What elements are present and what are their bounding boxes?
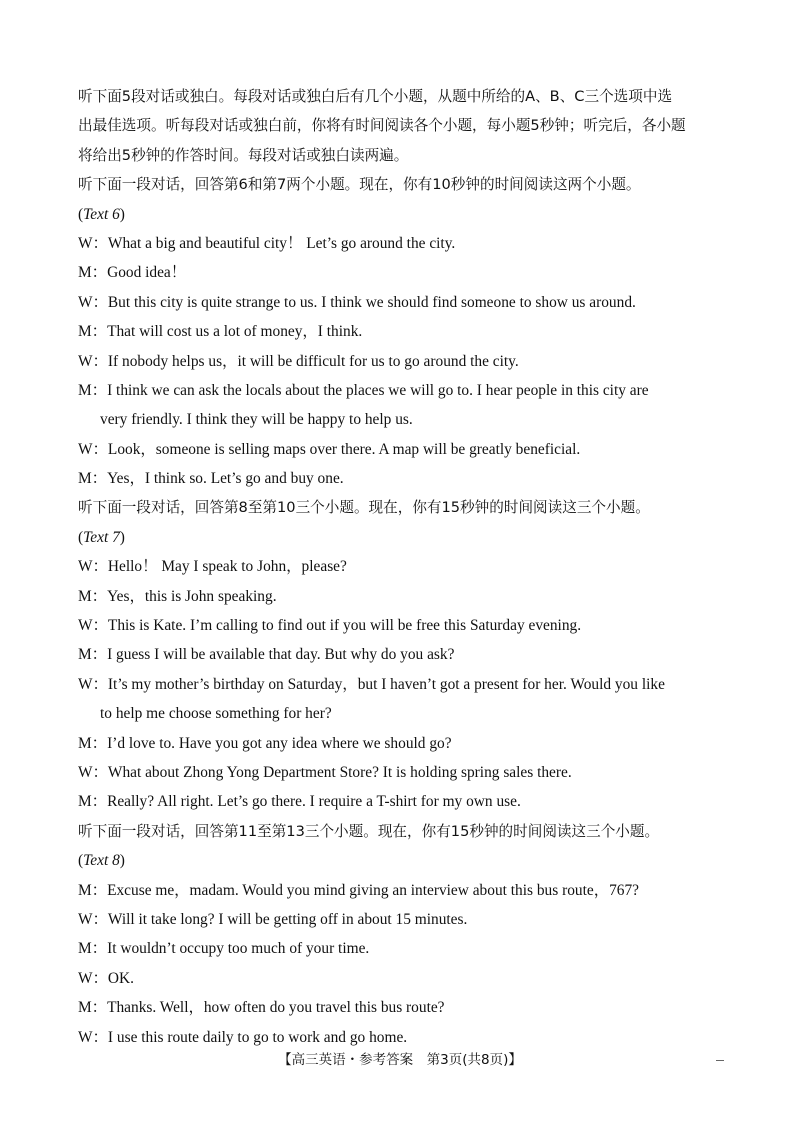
document-body [78, 82, 730, 1052]
dialogue-line: W：It’s my mother’s birthday on Saturday，but I haven’t got a present for her. Would you like [78, 675, 665, 693]
dialogue-line: M：Yes，this is John speaking. [78, 587, 277, 605]
page-footer: 【高三英语・参考答案 第3页(共8页)】 [278, 1052, 522, 1068]
dialogue-line: W：I use this route daily to go to work and go home. [78, 1028, 408, 1046]
dialogue-line: M：Really? All right. Let’s go there. I require a T-shirt for my own use. [78, 793, 521, 811]
dialogue-line: M：I’d love to. Have you got any idea where we should go? [78, 734, 452, 752]
dialogue-line: M：Thanks. Well，how often do you travel this bus route? [78, 999, 445, 1017]
dialogue-line: M：I think we can ask the locals about the places we will go to. I hear people in this city are [78, 381, 649, 399]
section-intro: 听下面一段对话，回答第8至第10三个小题。现在，你有15秒钟的时间阅读这三个小题。 [78, 499, 650, 517]
text-label-name: Text 8 [83, 852, 120, 870]
dialogue-line: M：Yes，I think so. Let’s go and buy one. [78, 470, 344, 488]
text-label: (Text 7) [78, 528, 125, 546]
instructions-line: 将给出5秒钟的作答时间。每段对话或独白读两遍。 [78, 146, 409, 164]
dialogue-sections [78, 170, 730, 1052]
dialogue-line: M：Good idea！ [78, 264, 187, 282]
dialogue-line: M：Excuse me，madam. Would you mind giving an interview about this bus route，767? [78, 881, 640, 899]
corner-mark [716, 1060, 724, 1061]
dialogue-line: W：Hello！ May I speak to John，please? [78, 558, 347, 576]
text-label-name: Text 7 [83, 528, 120, 546]
instructions-line: 听下面5段对话或独白。每段对话或独白后有几个小题，从题中所给的A、B、C三个选项中选 [78, 88, 673, 105]
dialogue-line: W：What a big and beautiful city！ Let’s go around the city. [78, 234, 456, 252]
section-intro: 听下面一段对话，回答第11至第13三个小题。现在，你有15秒钟的时间阅读这三个小题。 [78, 822, 660, 840]
dialogue-line: W：OK. [78, 969, 134, 987]
dialogue-line: M：That will cost us a lot of money，I think. [78, 323, 363, 341]
dialogue-line: W：Will it take long? I will be getting off in about 15 minutes. [78, 910, 468, 928]
dialogue-line-continuation: to help me choose something for her? [100, 705, 332, 723]
dialogue-line: W：What about Zhong Yong Department Store? It is holding spring sales there. [78, 763, 572, 781]
dialogue-line-continuation: very friendly. I think they will be happy to help us. [100, 411, 413, 429]
dialogue-line: M：I guess I will be available that day. But why do you ask? [78, 646, 455, 664]
dialogue-line: W：If nobody helps us，it will be difficult for us to go around the city. [78, 352, 519, 370]
dialogue-line: W：But this city is quite strange to us. I think we should find someone to show us around. [78, 293, 636, 311]
section-intro: 听下面一段对话，回答第6和第7两个小题。现在，你有10秒钟的时间阅读这两个小题。 [78, 176, 641, 194]
dialogue-line: M：It wouldn’t occupy too much of your time. [78, 940, 370, 958]
text-label: (Text 6) [78, 205, 125, 223]
text-label: (Text 8) [78, 852, 125, 870]
instructions-line: 出最佳选项。听每段对话或独白前，你将有时间阅读各个小题，每小题5秒钟；听完后，各小题 [78, 117, 686, 135]
dialogue-line: W：This is Kate. I’m calling to find out if you will be free this Saturday evening. [78, 617, 582, 635]
dialogue-line: W：Look，someone is selling maps over there. A map will be greatly beneficial. [78, 440, 581, 458]
text-label-name: Text 6 [83, 205, 120, 223]
